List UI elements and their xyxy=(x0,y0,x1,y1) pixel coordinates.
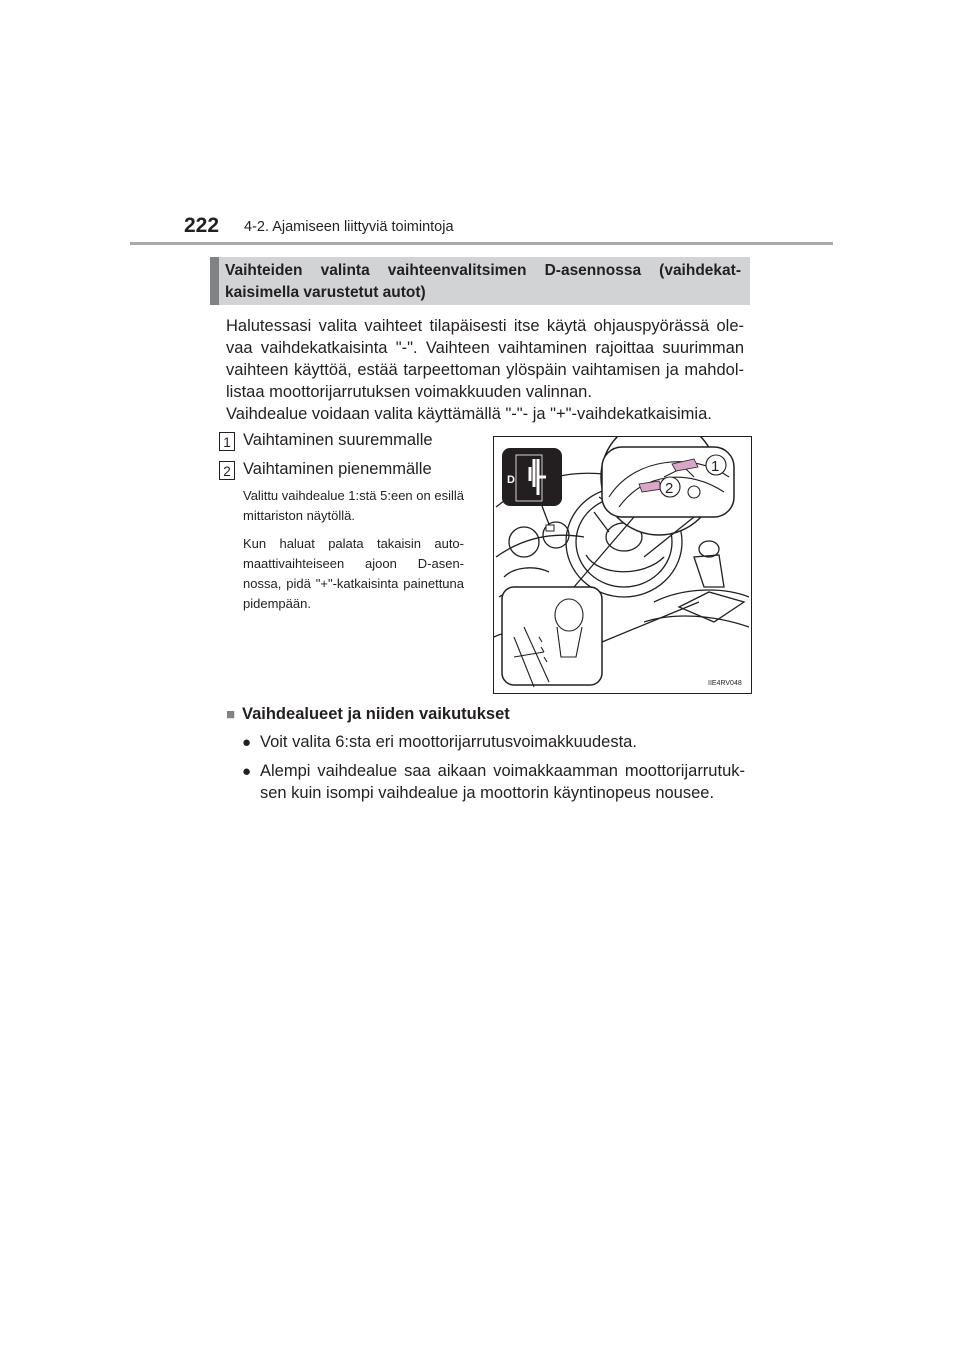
item-number-badge: 2 xyxy=(219,461,235,480)
note-text xyxy=(243,486,464,622)
note-paragraph: Kun haluat palata takaisin auto-maattivaihteiseen ajoon D-asen-nossa, pidä "+"-katkaisinta painettuna pidempään. xyxy=(243,536,464,611)
item-number-badge: 1 xyxy=(219,432,235,451)
item-label: Vaihtaminen suuremmalle xyxy=(243,431,433,449)
bullet-text: Alempi vaihdealue saa aikaan voimakkaamman moottorijarrutuk-sen kuin isompi vaihdealue ja moottorin käyntinopeus nousee. xyxy=(260,762,745,802)
bullet-icon: ● xyxy=(242,734,252,751)
note-paragraph: Valittu vaihdealue 1:stä 5:een on esillä mittariston näytöllä. xyxy=(243,488,464,523)
header-divider xyxy=(130,242,833,245)
shift-paddle-illustration xyxy=(493,436,752,694)
illustration-drawing xyxy=(494,437,750,692)
callout-title: Vaihteiden valinta vaihteenvalitsimen D-asennossa (vaihdekat-kaisimella varustetut autot) xyxy=(225,262,741,301)
item-label: Vaihtaminen pienemmälle xyxy=(243,460,432,478)
page-number: 222 xyxy=(184,214,220,237)
callout-1-label: 1 xyxy=(711,458,720,475)
figure-code: IIE4RV048 xyxy=(708,680,742,687)
bullet-text: Voit valita 6:sta eri moottorijarrutusvoimakkuudesta. xyxy=(260,733,637,751)
intro-paragraph: Halutessasi valita vaihteet tilapäisesti itse käytä ohjauspyörässä ole-vaa vaihdekatkaisinta "-". Vaihteen vaihtaminen rajoittaa suurimman vaihteen käyttöä, estää tarpeettoman ylöspäin vaihtamisen ja mahdol-listaa moottorijarrutuksen voimakkuuden valinnan. xyxy=(226,317,744,401)
subsection-heading: Vaihdealueet ja niiden vaikutukset xyxy=(242,705,510,723)
intro-paragraph: Vaihdealue voidaan valita käyttämällä "-"- ja "+"-vaihdekatkaisimia. xyxy=(226,405,712,423)
callout-accent-bar xyxy=(210,257,219,305)
bullet-icon: ● xyxy=(242,763,252,780)
callout-2-label: 2 xyxy=(665,480,674,497)
display-letter: D xyxy=(507,474,515,486)
section-marker-icon: ■ xyxy=(226,706,236,723)
intro-text xyxy=(226,315,744,425)
section-title: 4-2. Ajamiseen liittyviä toimintoja xyxy=(244,219,454,235)
callout-box xyxy=(210,257,750,305)
